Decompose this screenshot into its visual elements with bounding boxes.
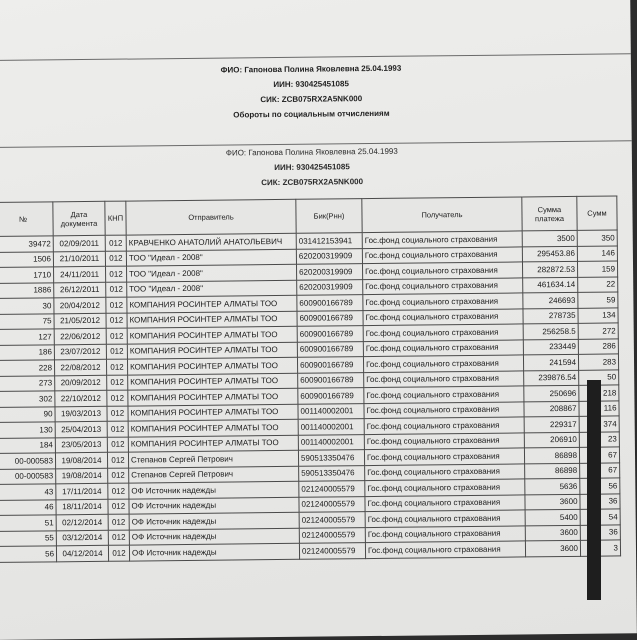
cell-date: 21/05/2012	[54, 313, 106, 329]
cell-amount: 208867	[524, 401, 579, 417]
cell-number: 184	[0, 437, 55, 453]
cell-date: 18/11/2014	[56, 499, 108, 515]
cell-number: 228	[0, 360, 55, 376]
cell-sender: КОМПАНИЯ РОСИНТЕР АЛМАТЫ ТОО	[127, 326, 297, 343]
cell-bik: 600900166789	[298, 372, 364, 388]
cell-knp: 012	[108, 530, 129, 546]
cell-number: 1710	[0, 267, 54, 283]
cell-sum: 22	[578, 276, 618, 292]
cell-number: 00-000583	[0, 468, 56, 484]
cell-knp: 012	[106, 282, 127, 298]
cell-number: 127	[0, 329, 54, 345]
cell-amount: 3600	[525, 540, 580, 556]
cell-recipient: Гос.фонд социального страхования	[363, 339, 523, 356]
cell-number: 273	[0, 375, 55, 391]
cell-sum: 283	[578, 354, 618, 370]
cell-amount: 233449	[523, 339, 578, 355]
cell-recipient: Гос.фонд социального страхования	[362, 262, 522, 279]
cell-knp: 012	[107, 406, 128, 422]
cell-sender: ОФ Источник надежды	[129, 481, 299, 498]
cell-amount: 3500	[522, 230, 577, 246]
cell-knp: 012	[107, 390, 128, 406]
cell-recipient: Гос.фонд социального страхования	[364, 386, 524, 403]
cell-date: 02/12/2014	[56, 514, 108, 530]
cell-amount: 5400	[525, 509, 580, 525]
cell-sum: 286	[578, 338, 618, 354]
cell-sender: КОМПАНИЯ РОСИНТЕР АЛМАТЫ ТОО	[127, 295, 297, 312]
cell-amount: 229317	[524, 416, 579, 432]
cell-bik: 001140002001	[298, 419, 364, 435]
cell-date: 23/05/2013	[55, 437, 107, 453]
cell-amount: 241594	[523, 354, 578, 370]
cell-recipient: Гос.фонд социального страхования	[364, 370, 524, 387]
cell-knp: 012	[106, 328, 127, 344]
cell-number: 90	[0, 406, 55, 422]
cell-sender: ТОО "Идеал - 2008"	[127, 264, 297, 281]
cell-date: 22/08/2012	[54, 359, 106, 375]
cell-sum: 350	[577, 230, 617, 246]
cell-date: 17/11/2014	[56, 483, 108, 499]
cell-recipient: Гос.фонд социального страхования	[365, 541, 525, 558]
cell-bik: 590513350476	[299, 465, 365, 481]
cell-recipient: Гос.фонд социального страхования	[362, 246, 522, 263]
cell-bik: 620200319909	[296, 264, 362, 280]
cell-knp: 012	[106, 344, 127, 360]
cell-sum: 67	[580, 462, 620, 478]
cell-date: 22/06/2012	[54, 328, 106, 344]
cell-bik: 600900166789	[297, 341, 363, 357]
cell-number: 43	[0, 484, 56, 500]
cell-sender: КОМПАНИЯ РОСИНТЕР АЛМАТЫ ТОО	[127, 311, 297, 328]
cell-knp: 012	[106, 313, 127, 329]
cell-number: 1506	[0, 251, 54, 267]
col-knp: КНП	[105, 201, 126, 235]
cell-sender: ТОО "Идеал - 2008"	[127, 280, 297, 297]
cell-knp: 012	[107, 421, 128, 437]
cell-bik: 590513350476	[298, 450, 364, 466]
cell-bik: 600900166789	[297, 357, 363, 373]
cell-knp: 012	[107, 375, 128, 391]
cell-recipient: Гос.фонд социального страхования	[363, 308, 523, 325]
col-doc-date: Дата документа	[53, 201, 105, 236]
cell-sender: Степанов Сергей Петрович	[128, 450, 298, 467]
cell-date: 24/11/2011	[54, 266, 106, 282]
cell-knp: 012	[108, 483, 129, 499]
cell-date: 19/08/2014	[56, 468, 108, 484]
cell-date: 21/10/2011	[53, 251, 105, 267]
cell-amount: 86898	[525, 463, 580, 479]
cell-number: 75	[0, 313, 54, 329]
cell-number: 55	[0, 530, 56, 546]
cell-bik: 620200319909	[297, 279, 363, 295]
header2-fio: ФИО: Гапонова Полина Яковлевна 25.04.1993	[225, 146, 398, 158]
cell-sum: 50	[579, 369, 619, 385]
cell-amount: 5636	[525, 478, 580, 494]
cell-date: 03/12/2014	[56, 530, 108, 546]
cell-recipient: Гос.фонд социального страхования	[364, 401, 524, 418]
col-sum: Сумм	[577, 196, 617, 230]
cell-sender: КОМПАНИЯ РОСИНТЕР АЛМАТЫ ТОО	[128, 435, 298, 452]
cell-bik: 600900166789	[297, 326, 363, 342]
cell-recipient: Гос.фонд социального страхования	[365, 479, 525, 496]
cell-knp: 012	[106, 359, 127, 375]
cell-number: 39472	[0, 236, 53, 252]
header-iin: ИИН: 930425451085	[273, 79, 349, 90]
cell-bik: 001140002001	[298, 403, 364, 419]
cell-number: 56	[0, 546, 57, 562]
cell-recipient: Гос.фонд социального страхования	[364, 417, 524, 434]
cell-sender: КРАВЧЕНКО АНАТОЛИЙ АНАТОЛЬЕВИЧ	[126, 233, 296, 250]
cell-knp: 012	[108, 514, 129, 530]
cell-sum: 3	[580, 540, 620, 556]
background-edge	[587, 380, 601, 600]
cell-bik: 600900166789	[297, 295, 363, 311]
cell-amount: 461634.14	[523, 277, 578, 293]
cell-amount: 3600	[525, 494, 580, 510]
cell-bik: 620200319909	[296, 248, 362, 264]
cell-bik: 031412153941	[296, 233, 362, 249]
cell-bik: 021240005579	[299, 527, 365, 543]
cell-knp: 012	[106, 297, 127, 313]
cell-date: 02/09/2011	[53, 235, 105, 251]
cell-knp: 012	[108, 499, 129, 515]
cell-sum: 56	[580, 478, 620, 494]
cell-number: 302	[0, 391, 55, 407]
cell-bik: 021240005579	[299, 512, 365, 528]
cell-knp: 012	[108, 545, 129, 561]
cell-number: 30	[0, 298, 54, 314]
cell-date: 23/07/2012	[54, 344, 106, 360]
cell-recipient: Гос.фонд социального страхования	[362, 231, 522, 248]
cell-amount: 256258.5	[523, 323, 578, 339]
cell-knp: 012	[106, 266, 127, 282]
cell-sum: 67	[579, 447, 619, 463]
cell-sum: 23	[579, 431, 619, 447]
cell-knp: 012	[105, 235, 126, 251]
cell-sum: 374	[579, 416, 619, 432]
cell-knp: 012	[107, 437, 128, 453]
cell-recipient: Гос.фонд социального страхования	[365, 525, 525, 542]
col-amount: Сумма платежа	[522, 196, 577, 231]
cell-amount: 246693	[523, 292, 578, 308]
cell-recipient: Гос.фонд социального страхования	[363, 324, 523, 341]
cell-number: 186	[0, 344, 54, 360]
cell-date: 25/04/2013	[55, 421, 107, 437]
cell-date: 19/03/2013	[55, 406, 107, 422]
cell-sender: КОМПАНИЯ РОСИНТЕР АЛМАТЫ ТОО	[127, 342, 297, 359]
cell-knp: 012	[108, 468, 129, 484]
cell-bik: 021240005579	[299, 481, 365, 497]
col-sender: Отправитель	[126, 199, 296, 235]
cell-sender: ТОО "Идеал - 2008"	[126, 249, 296, 266]
cell-recipient: Гос.фонд социального страхования	[364, 448, 524, 465]
cell-knp: 012	[107, 452, 128, 468]
cell-date: 22/10/2012	[55, 390, 107, 406]
cell-date: 20/04/2012	[54, 297, 106, 313]
cell-sender: ОФ Источник надежды	[129, 543, 299, 560]
cell-sum: 146	[577, 245, 617, 261]
statement-header-primary	[0, 53, 631, 125]
cell-date: 04/12/2014	[56, 545, 108, 561]
cell-recipient: Гос.фонд социального страхования	[364, 432, 524, 449]
statement-header-secondary	[0, 140, 632, 193]
cell-date: 19/08/2014	[55, 452, 107, 468]
cell-recipient: Гос.фонд социального страхования	[363, 277, 523, 294]
cell-amount: 282872.53	[522, 261, 577, 277]
col-bik: Бик(Рнн)	[296, 199, 362, 234]
cell-sum: 272	[578, 323, 618, 339]
cell-date: 26/12/2011	[54, 282, 106, 298]
cell-amount: 206910	[524, 432, 579, 448]
cell-recipient: Гос.фонд социального страхования	[365, 510, 525, 527]
cell-sender: ОФ Источник надежды	[129, 497, 299, 514]
cell-sum: 218	[579, 385, 619, 401]
cell-sender: КОМПАНИЯ РОСИНТЕР АЛМАТЫ ТОО	[127, 357, 297, 374]
cell-amount: 3600	[525, 525, 580, 541]
cell-sum: 134	[578, 307, 618, 323]
cell-sum: 54	[580, 509, 620, 525]
cell-bik: 021240005579	[299, 543, 365, 559]
cell-number: 130	[0, 422, 55, 438]
cell-bik: 021240005579	[299, 496, 365, 512]
cell-recipient: Гос.фонд социального страхования	[363, 355, 523, 372]
cell-amount: 250696	[524, 385, 579, 401]
cell-amount: 295453.86	[522, 246, 577, 262]
cell-recipient: Гос.фонд социального страхования	[365, 463, 525, 480]
cell-number: 1886	[0, 282, 54, 298]
cell-knp: 012	[105, 251, 126, 267]
cell-number: 46	[0, 499, 56, 515]
cell-sum: 116	[579, 400, 619, 416]
cell-sum: 36	[580, 493, 620, 509]
cell-sender: ОФ Источник надежды	[129, 512, 299, 529]
cell-sender: КОМПАНИЯ РОСИНТЕР АЛМАТЫ ТОО	[128, 419, 298, 436]
cell-sender: КОМПАНИЯ РОСИНТЕР АЛМАТЫ ТОО	[128, 404, 298, 421]
header2-iin: ИИН: 930425451085	[274, 162, 350, 173]
cell-sum: 59	[578, 292, 618, 308]
payments-table	[0, 195, 621, 562]
cell-amount: 278735	[523, 308, 578, 324]
cell-recipient: Гос.фонд социального страхования	[363, 293, 523, 310]
header-fio: ФИО: Гапонова Полина Яковлевна 25.04.1993	[220, 63, 402, 75]
col-recipient: Получатель	[362, 197, 522, 233]
cell-sender: КОМПАНИЯ РОСИНТЕР АЛМАТЫ ТОО	[128, 388, 298, 405]
cell-number: 00-000583	[0, 453, 56, 469]
cell-amount: 86898	[524, 447, 579, 463]
header-sik: СИК: ZCB075RX2A5NK000	[260, 94, 363, 105]
header-title: Обороты по социальным отчислениям	[233, 108, 390, 120]
cell-bik: 001140002001	[298, 434, 364, 450]
cell-sender: КОМПАНИЯ РОСИНТЕР АЛМАТЫ ТОО	[128, 373, 298, 390]
cell-sum: 36	[580, 524, 620, 540]
cell-bik: 600900166789	[297, 310, 363, 326]
cell-sender: Степанов Сергей Петрович	[129, 466, 299, 483]
cell-recipient: Гос.фонд социального страхования	[365, 494, 525, 511]
cell-number: 51	[0, 515, 56, 531]
cell-sum: 159	[577, 261, 617, 277]
cell-date: 20/09/2012	[55, 375, 107, 391]
cell-bik: 600900166789	[298, 388, 364, 404]
header2-sik: СИК: ZCB075RX2A5NK000	[261, 177, 364, 188]
col-number: №	[0, 202, 53, 237]
cell-sender: ОФ Источник надежды	[129, 528, 299, 545]
cell-amount: 239876.54	[524, 370, 579, 386]
